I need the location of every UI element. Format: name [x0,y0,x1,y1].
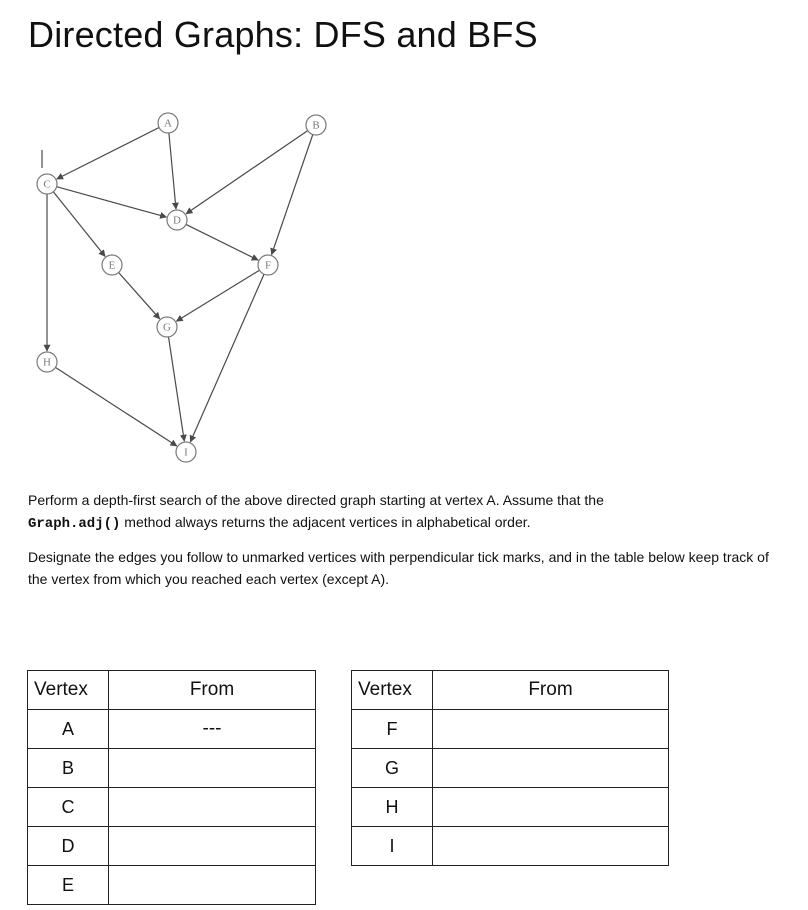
edge-g-to-i [169,337,185,441]
from-cell[interactable] [433,827,669,866]
from-cell[interactable] [109,866,316,905]
vertex-e [102,255,122,275]
table-row [352,710,669,749]
vertex-cell: B [28,749,109,788]
instruction-paragraph-1 [28,489,788,535]
vertex-column-header: Vertex [352,671,433,710]
instruction-text-start: Perform a depth-first search of the above directed graph starting at vertex A. Assume that the [28,492,604,508]
from-cell[interactable] [433,749,669,788]
from-cell[interactable] [109,749,316,788]
edge-h-to-i [55,367,176,446]
vertex-cell: C [28,788,109,827]
vertex-cell: I [352,827,433,866]
from-cell[interactable] [433,710,669,749]
edge-b-to-f [272,135,313,255]
vertex-table-right [351,670,669,866]
vertex-cell: H [352,788,433,827]
from-cell[interactable] [433,788,669,827]
vertex-c [37,174,57,194]
edge-e-to-g [119,273,160,319]
vertex-a [158,113,178,133]
page-title: Directed Graphs: DFS and BFS [28,14,538,55]
from-cell[interactable]: --- [109,710,316,749]
edge-f-to-i [190,274,264,442]
vertex-g [157,317,177,337]
vertex-cell: E [28,866,109,905]
vertex-label: F [264,259,272,272]
from-column-header: From [433,671,669,710]
edge-a-to-d [169,133,176,209]
table-row [352,827,669,866]
vertex-label: C [43,178,51,191]
edge-c-to-d [57,187,167,217]
vertex-cell: F [352,710,433,749]
edge-d-to-f [186,224,258,260]
table-row [28,827,316,866]
vertex-label: E [108,259,116,272]
from-cell[interactable] [109,827,316,866]
vertex-i [176,442,196,462]
table-row [28,866,316,905]
vertex-label: B [312,119,320,132]
instruction-paragraph-2: Designate the edges you follow to unmarked vertices with perpendicular tick marks, and in the table below keep track of the vertex from which you reached each vertex (except A). [28,549,769,587]
from-cell[interactable] [109,788,316,827]
vertex-column-header: Vertex [28,671,109,710]
graph-nodes [37,113,326,462]
vertex-cell: D [28,827,109,866]
graph-edges [47,128,313,447]
vertex-f [258,255,278,275]
from-column-header: From [109,671,316,710]
vertex-b [306,115,326,135]
table-row [352,788,669,827]
vertex-h [37,352,57,372]
vertex-cell: G [352,749,433,788]
vertex-table-left [27,670,316,905]
table-header-row [352,671,669,710]
table-row [28,788,316,827]
vertex-label: I [184,446,188,459]
edge-c-to-e [53,192,105,257]
instruction-text-end: method always returns the adjacent vertices in alphabetical order. [120,514,531,530]
edge-a-to-c [57,128,159,180]
table-row [28,749,316,788]
vertex-label: G [163,321,171,334]
vertex-d [167,210,187,230]
vertex-label: D [173,214,181,227]
table-row [352,749,669,788]
vertex-cell: A [28,710,109,749]
vertex-label: A [164,117,172,130]
table-header-row [28,671,316,710]
vertex-label: H [43,356,51,369]
table-row [28,710,316,749]
graph-adj-code: Graph.adj() [28,516,121,532]
